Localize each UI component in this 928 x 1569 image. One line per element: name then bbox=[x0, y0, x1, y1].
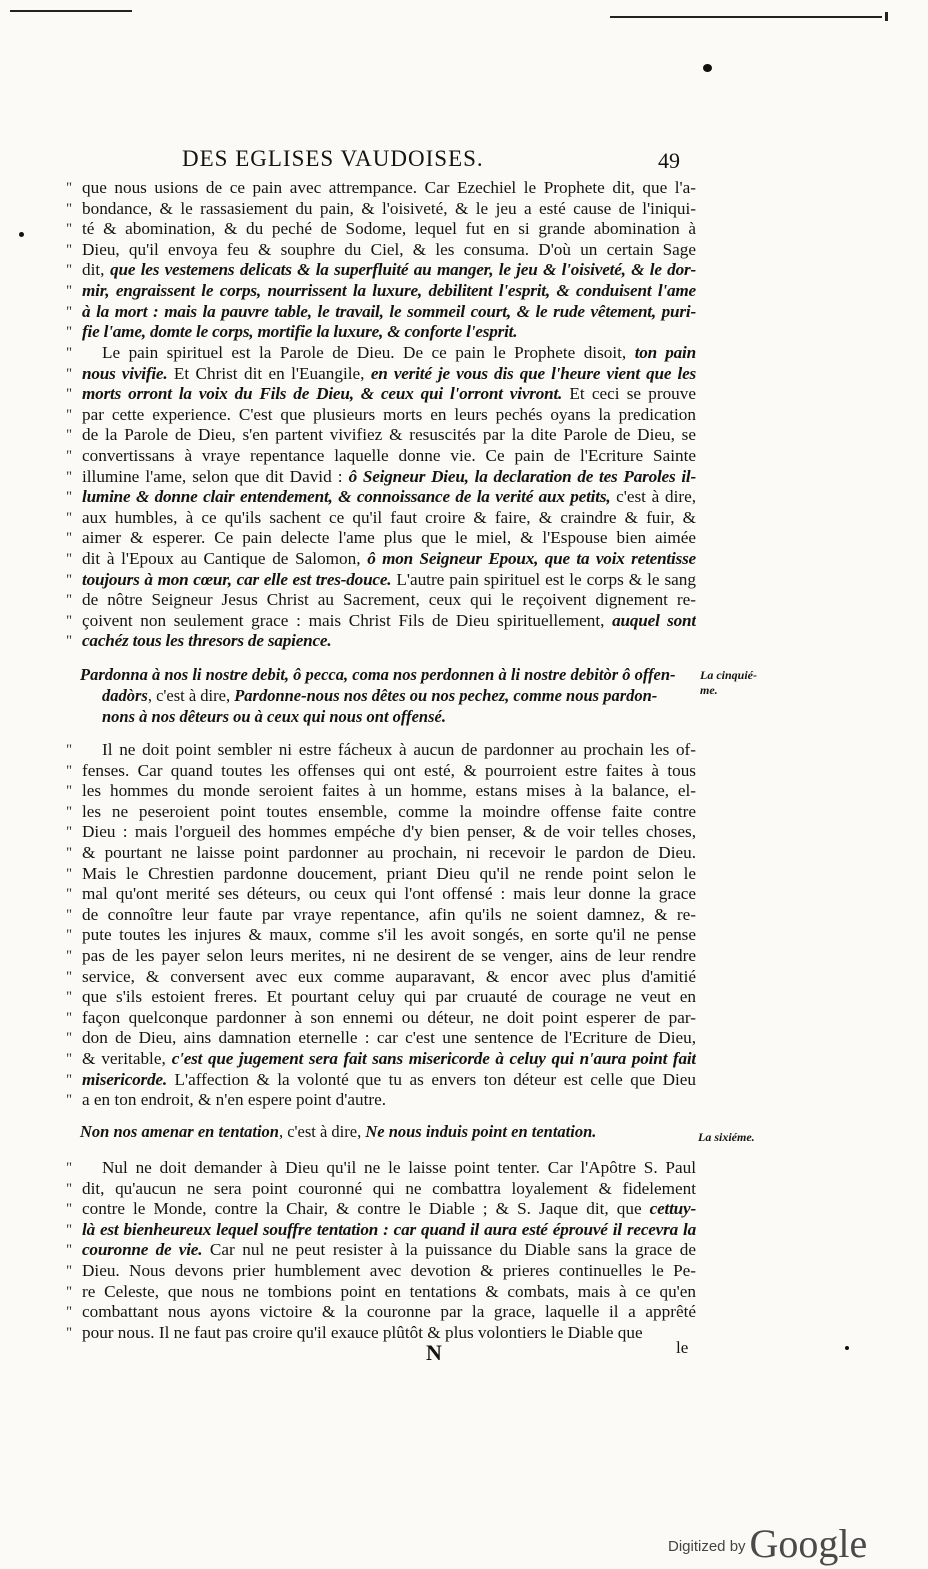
text-line: " convertissans à vraye repentance laquelle donne vie. Ce pain de l'Ecriture Sainte bbox=[56, 446, 696, 467]
text-line: " don de Dieu, ains damnation eternelle : car c'est une sentence de l'Ecriture de Dieu, bbox=[56, 1028, 696, 1049]
text-line: " lumine & donne clair entendement, & connoissance de la verité aux petits, c'est à dire, bbox=[56, 487, 696, 508]
paragraph-spiritual-bread bbox=[56, 343, 696, 652]
text-line: " Le pain spirituel est la Parole de Dieu. De ce pain le Prophete disoit, ton pain bbox=[56, 343, 696, 364]
text-line: " les ne peseroient point toutes ensemble, comme la moindre offense faite contre bbox=[56, 802, 696, 823]
text-line: " combattant nous ayons victoire & la couronne par la grace, laquelle il a apprêté bbox=[56, 1302, 696, 1323]
text-line: " pour nous. Il ne faut pas croire qu'il exauce plûtôt & plus volontiers le Diable que bbox=[56, 1323, 696, 1344]
sixth-petition-line: Non nos amenar en tentation, c'est à dire, Ne nous induis point en tentation. bbox=[80, 1122, 597, 1141]
text-line: " dit, qu'aucun ne sera point couronné qui ne combattra loyalement & fidelement bbox=[56, 1179, 696, 1200]
text-line: " service, & conversent avec eux comme auparavant, & encor avec plus d'amitié bbox=[56, 967, 696, 988]
text-line: " té & abomination, & du peché de Sodome, lequel fut en si grande abomination à bbox=[56, 219, 696, 240]
text-line: " façon quelconque pardonner à son ennemi ou déteur, ne doit point esperer de par- bbox=[56, 1008, 696, 1029]
ink-spot bbox=[19, 232, 24, 237]
text-line: " par cette experience. C'est que plusieurs morts en leurs pechés oyans la predication bbox=[56, 405, 696, 426]
ink-spot bbox=[845, 1346, 849, 1350]
text-line: " fie l'ame, domte le corps, mortifie la luxure, & conforte l'esprit. bbox=[56, 322, 696, 343]
catchword: le bbox=[676, 1338, 689, 1357]
paragraph-forgiveness bbox=[56, 740, 696, 1111]
page-number: 49 bbox=[658, 148, 680, 173]
fifth-petition-line: nons à nos dêteurs ou à ceux qui nous ont offensé. bbox=[102, 707, 446, 726]
text-line: " morts orront la voix du Fils de Dieu, & ceux qui l'orront vivront. Et ceci se prouve bbox=[56, 384, 696, 405]
text-line: " mal qu'ont merité ses déteurs, ou ceux qui l'ont offensé : mais leur donne la grace bbox=[56, 884, 696, 905]
ink-spot bbox=[703, 64, 712, 72]
text-line: " que s'ils estoient freres. Et pourtant celuy qui par cruauté de courage ne veut en bbox=[56, 987, 696, 1008]
running-head: DES EGLISES VAUDOISES. bbox=[182, 146, 484, 171]
text-line: " dit, que les vestemens delicats & la superfluité au manger, le jeu & l'oisiveté, & le dor- bbox=[56, 260, 696, 281]
text-line: " Mais le Chrestien pardonne doucement, priant Dieu qu'il ne rende point selon le bbox=[56, 864, 696, 885]
signature-mark: N bbox=[426, 1340, 442, 1365]
top-rule-left bbox=[10, 10, 132, 12]
text-line: " pute toutes les injures & maux, comme s'il les avoit songés, en sorte qu'il ne pense bbox=[56, 925, 696, 946]
text-line: " contre le Monde, contre la Chair, & contre le Diable ; & S. Jaque dit, que cettuy- bbox=[56, 1199, 696, 1220]
text-line: " illumine l'ame, selon que dit David : ô Seigneur Dieu, la declaration de tes Paroles il- bbox=[56, 467, 696, 488]
margin-note-sixth: La sixiéme. bbox=[698, 1130, 755, 1144]
text-line: " bondance, & le rassasiement du pain, & l'oisiveté, & le jeu a esté cause de l'iniqui- bbox=[56, 199, 696, 220]
text-line: " de connoître leur faute par vraye repentance, afin qu'ils ne soient damnez, & re- bbox=[56, 905, 696, 926]
paragraph-temptation bbox=[56, 1158, 696, 1343]
text-line: " & pourtant ne laisse point pardonner au prochain, ni recevoir le pardon de Dieu. bbox=[56, 843, 696, 864]
top-rule-right bbox=[610, 16, 882, 18]
margin-note-fifth: La cinquié- me. bbox=[700, 668, 757, 697]
text-line: " re Celeste, que nous ne tombions point en tentations & combats, mais à ce qu'en bbox=[56, 1282, 696, 1303]
text-line: " misericorde. L'affection & la volonté que tu as envers ton déteur est celle que Dieu bbox=[56, 1070, 696, 1091]
text-line: " a en ton endroit, & n'en espere point d'autre. bbox=[56, 1090, 696, 1111]
sixth-petition bbox=[80, 1121, 700, 1142]
text-line: " aimer & esperer. Ce pain delecte l'ame plus que le miel, & l'Espouse bien aimée bbox=[56, 528, 696, 549]
text-line: " de la Parole de Dieu, s'en partent vivifiez & resuscités par la dite Parole de Dieu, se bbox=[56, 425, 696, 446]
text-line: " toujours à mon cœur, car elle est tres-douce. L'autre pain spirituel est le corps & le sang bbox=[56, 570, 696, 591]
paragraph-temperance bbox=[56, 178, 696, 343]
text-line: " à la mort : mais la pauvre table, le travail, le sommeil court, & le rude vêtement, puri- bbox=[56, 302, 696, 323]
text-line: " cachéz tous les thresors de sapience. bbox=[56, 631, 696, 652]
text-line: " que nous usions de ce pain avec attrempance. Car Ezechiel le Prophete dit, que l'a- bbox=[56, 178, 696, 199]
fifth-petition-line: dadòrs, c'est à dire, Pardonne-nous nos dêtes ou nos pechez, comme nous pardon- bbox=[102, 686, 658, 705]
text-line: " Dieu. Nous devons prier humblement avec devotion & prieres continuelles le Pe- bbox=[56, 1261, 696, 1282]
digitized-by-google-watermark: Digitized by Google bbox=[668, 1521, 868, 1566]
text-line: " nous vivifie. Et Christ dit en l'Euangile, en verité je vous dis que l'heure vient que les bbox=[56, 364, 696, 385]
text-line: " çoivent non seulement grace : mais Christ Fils de Dieu spirituellement, auquel sont bbox=[56, 611, 696, 632]
text-line: " Il ne doit point sembler ni estre fácheux à aucun de pardonner au prochain les of- bbox=[56, 740, 696, 761]
text-line: " Dieu : mais l'orgueil des hommes empéche d'y bien penser, & de voir telles choses, bbox=[56, 822, 696, 843]
text-line: " pas de les payer selon leurs merites, ni ne desirent de se venger, ains de leur rendre bbox=[56, 946, 696, 967]
text-line: " & veritable, c'est que jugement sera fait sans misericorde à celuy qui n'aura point fait bbox=[56, 1049, 696, 1070]
text-line: " dit à l'Epoux au Cantique de Salomon, ô mon Seigneur Epoux, que ta voix retentisse bbox=[56, 549, 696, 570]
text-line: " fenses. Car quand toutes les offenses qui ont esté, & pourroient estre faites à tous bbox=[56, 761, 696, 782]
text-line: " là est bienheureux lequel souffre tentation : car quand il aura esté éprouvé il recevra la bbox=[56, 1220, 696, 1241]
text-line: " couronne de vie. Car nul ne peut resister à la puissance du Diable sans la grace de bbox=[56, 1240, 696, 1261]
text-line: " Nul ne doit demander à Dieu qu'il ne le laisse point tenter. Car l'Apôtre S. Paul bbox=[56, 1158, 696, 1179]
text-line: " aux humbles, à ce qu'ils sachent ce qu'il faut croire & faire, & craindre & fuir, & bbox=[56, 508, 696, 529]
google-logo: Google bbox=[749, 1521, 868, 1566]
fifth-petition bbox=[80, 664, 700, 727]
text-line: " les hommes du monde seroient faites à un homme, estans mises à la balance, el- bbox=[56, 781, 696, 802]
text-line: " Dieu, qu'il envoya feu & souphre du Ciel, & les consuma. D'où un certain Sage bbox=[56, 240, 696, 261]
text-line: " mir, engraissent le corps, nourrissent la luxure, debilitent l'esprit, & conduisent l'ame bbox=[56, 281, 696, 302]
text-line: " de nôtre Seigneur Jesus Christ au Sacrement, ceux qui le reçoivent dignement re- bbox=[56, 590, 696, 611]
fifth-petition-line: Pardonna à nos li nostre debit, ô pecca, coma nos perdonnen à li nostre debitòr ô offen- bbox=[80, 665, 676, 684]
